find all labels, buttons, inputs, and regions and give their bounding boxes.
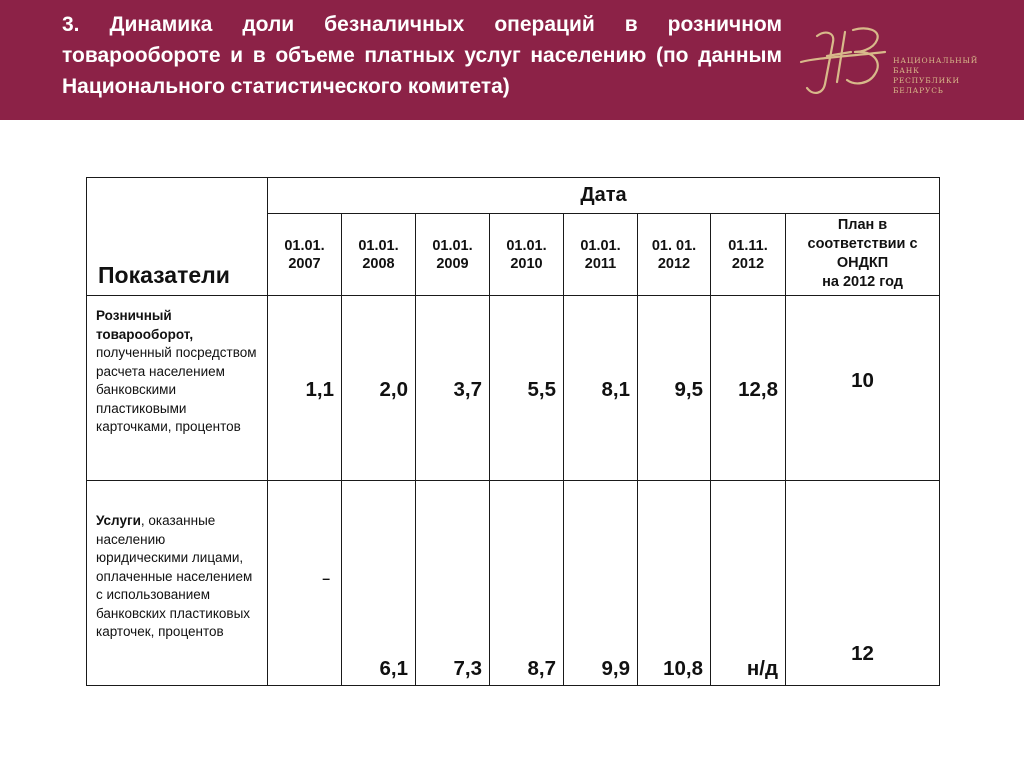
column-header: 01.01. 2010 [490,214,564,296]
slide-title: 3. Динамика доли безналичных операций в розничном товарообороте и в объеме платных услуг населению (по данным Национального статистического комитета) [62,13,782,98]
column-header: 01.01. 2009 [416,214,490,296]
table-cell: 1,1 [268,296,342,481]
table-row-services [87,481,940,686]
table-cell: 3,7 [416,296,490,481]
plan-cell: 10 [786,296,940,481]
table-cell: 6,1 [342,481,416,686]
table-cell: 9,9 [564,481,638,686]
indicator-header: Показатели [87,178,268,296]
table-cell: 2,0 [342,296,416,481]
column-header: 01.01. 2011 [564,214,638,296]
table-cell: н/д [711,481,786,686]
column-header: 01.11. 2012 [711,214,786,296]
plan-header: План в соответствии с ОНДКП на 2012 год [786,214,940,296]
logo-caption: НАЦИОНАЛЬНЫЙ БАНК РЕСПУБЛИКИ БЕЛАРУСЬ [893,56,979,95]
date-header: Дата [268,178,940,214]
table-cell: 10,8 [638,481,711,686]
table-cell: 7,3 [416,481,490,686]
nb-monogram-icon [795,22,891,102]
column-header: 01.01. 2008 [342,214,416,296]
table-cell: 9,5 [638,296,711,481]
column-header: 01.01. 2007 [268,214,342,296]
table-cell: 8,1 [564,296,638,481]
plan-cell: 12 [786,481,940,686]
cashless-share-table [86,177,940,686]
slide-header [0,0,1024,120]
national-bank-logo [795,22,995,102]
row-label: Услуги, оказанные населению юридическими лицами, оплаченные населением с использованием банковских пластиковых карточек, процентов [87,481,268,686]
table-cell: – [268,481,342,686]
column-header: 01. 01. 2012 [638,214,711,296]
table-cell: 12,8 [711,296,786,481]
table-cell: 5,5 [490,296,564,481]
table-cell: 8,7 [490,481,564,686]
table-row-retail [87,296,940,481]
row-label: Розничный товарооборот, полученный посредством расчета населением банковскими пластиковыми карточками, процентов [87,296,268,481]
